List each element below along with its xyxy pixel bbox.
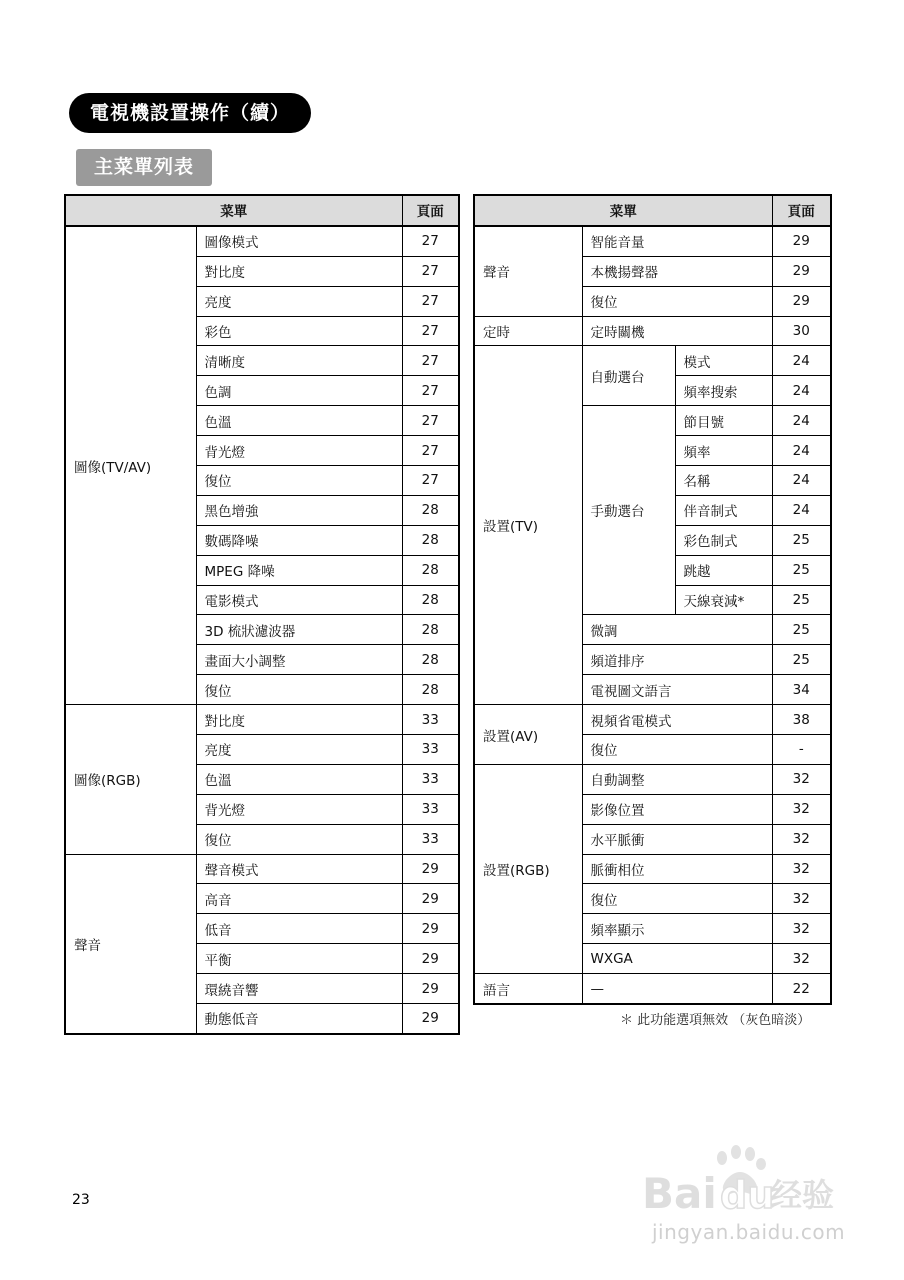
menu-item-label: 畫面大小調整 (196, 645, 402, 675)
menu-item-label: 模式 (675, 346, 772, 376)
menu-item-label: 本機揚聲器 (582, 256, 772, 286)
table-row (474, 346, 831, 376)
menu-item-label: 復位 (582, 735, 772, 765)
page-number-cell: 28 (402, 525, 459, 555)
page-number-cell: 22 (772, 974, 831, 1004)
menu-item-label: 色溫 (196, 406, 402, 436)
left-table-header (65, 195, 459, 226)
page-number-cell: 29 (402, 884, 459, 914)
menu-item-label: WXGA (582, 944, 772, 974)
menu-item-label: MPEG 降噪 (196, 555, 402, 585)
page-number-cell: 24 (772, 346, 831, 376)
menu-item-label: 亮度 (196, 735, 402, 765)
menu-item-label: 電影模式 (196, 585, 402, 615)
menu-item-label: 自動調整 (582, 764, 772, 794)
svg-text:经验: 经验 (770, 1176, 835, 1214)
right-menu-table (473, 194, 832, 1005)
menu-item-label: 復位 (196, 675, 402, 705)
menu-group-label: 聲音 (474, 226, 582, 316)
page-number-cell: 27 (402, 286, 459, 316)
menu-item-label: 跳越 (675, 555, 772, 585)
menu-item-label: 節目號 (675, 406, 772, 436)
menu-item-label: 名稱 (675, 466, 772, 496)
page-number-cell: 25 (772, 555, 831, 585)
page-number-cell: 29 (772, 256, 831, 286)
page-number-cell: 28 (402, 585, 459, 615)
page-number-cell: 32 (772, 824, 831, 854)
page-number-cell: 33 (402, 735, 459, 765)
menu-item-label: 低音 (196, 914, 402, 944)
page-number: 23 (72, 1192, 90, 1208)
page-number-cell: 27 (402, 436, 459, 466)
page-number-cell: 29 (402, 944, 459, 974)
menu-item-label: 復位 (196, 824, 402, 854)
menu-item-label: — (582, 974, 772, 1004)
menu-group-label: 設置(TV) (474, 346, 582, 705)
menu-item-label: 脈衝相位 (582, 854, 772, 884)
menu-group-label: 聲音 (65, 854, 196, 1034)
menu-item-label: 背光燈 (196, 794, 402, 824)
menu-item-label: 平衡 (196, 944, 402, 974)
section-title: 主菜單列表 (76, 149, 212, 186)
menu-item-label: 彩色 (196, 316, 402, 346)
page-number-cell: 32 (772, 854, 831, 884)
table-row (474, 705, 831, 735)
table-row (474, 316, 831, 346)
right-table-header (474, 195, 831, 226)
menu-item-label: 色溫 (196, 764, 402, 794)
menu-item-label: 對比度 (196, 256, 402, 286)
table-row (474, 764, 831, 794)
menu-item-label: 彩色制式 (675, 525, 772, 555)
page-number-cell: 32 (772, 914, 831, 944)
watermark-url: jingyan.baidu.com (652, 1220, 846, 1244)
page-column-header: 頁面 (772, 195, 831, 226)
page-column-header: 頁面 (402, 195, 459, 226)
table-row (65, 705, 459, 735)
page-number-cell: 27 (402, 346, 459, 376)
menu-column-header: 菜單 (474, 195, 772, 226)
menu-item-label: 圖像模式 (196, 226, 402, 256)
table-row (65, 226, 459, 256)
page-number-cell: 32 (772, 764, 831, 794)
menu-item-label: 頻率搜索 (675, 376, 772, 406)
menu-item-label: 復位 (196, 466, 402, 496)
menu-item-label: 天線衰減* (675, 585, 772, 615)
page-number-cell: 28 (402, 675, 459, 705)
menu-item-label: 對比度 (196, 705, 402, 735)
page-number-cell: 33 (402, 764, 459, 794)
menu-item-label: 水平脈衝 (582, 824, 772, 854)
page-number-cell: 38 (772, 705, 831, 735)
page-number-cell: 28 (402, 555, 459, 585)
page-number-cell: 29 (772, 226, 831, 256)
menu-item-label: 聲音模式 (196, 854, 402, 884)
page-number-cell: 33 (402, 794, 459, 824)
menu-item-label: 電視圖文語言 (582, 675, 772, 705)
page-number-cell: 24 (772, 466, 831, 496)
menu-item-label: 頻率顯示 (582, 914, 772, 944)
menu-item-label: 微調 (582, 615, 772, 645)
page-number-cell: 33 (402, 705, 459, 735)
menu-column-header: 菜單 (65, 195, 402, 226)
table-row (65, 854, 459, 884)
page-number-cell: - (772, 735, 831, 765)
menu-group-label: 設置(AV) (474, 705, 582, 765)
page-number-cell: 27 (402, 466, 459, 496)
page-number-cell: 29 (402, 914, 459, 944)
page-number-cell: 24 (772, 376, 831, 406)
submenu-group-label: 手動選台 (582, 406, 675, 615)
menu-item-label: 色調 (196, 376, 402, 406)
page-number-cell: 27 (402, 376, 459, 406)
page-number-cell: 27 (402, 406, 459, 436)
menu-item-label: 復位 (582, 286, 772, 316)
page-number-cell: 24 (772, 406, 831, 436)
page-number-cell: 24 (772, 495, 831, 525)
menu-item-label: 伴音制式 (675, 495, 772, 525)
page-number-cell: 25 (772, 585, 831, 615)
menu-group-label: 圖像(RGB) (65, 705, 196, 854)
page-number-cell: 25 (772, 615, 831, 645)
menu-item-label: 黑色增強 (196, 495, 402, 525)
page-number-cell: 32 (772, 884, 831, 914)
page-number-cell: 34 (772, 675, 831, 705)
menu-group-label: 語言 (474, 974, 582, 1004)
menu-item-label: 智能音量 (582, 226, 772, 256)
left-menu-table (64, 194, 460, 1035)
footnote: ＊ 此功能選項無效 （灰色暗淡） (620, 1013, 811, 1028)
menu-item-label: 視頻省電模式 (582, 705, 772, 735)
page-number-cell: 32 (772, 944, 831, 974)
page-number-cell: 24 (772, 436, 831, 466)
page-number-cell: 29 (402, 1004, 459, 1034)
page-number-cell: 33 (402, 824, 459, 854)
menu-item-label: 背光燈 (196, 436, 402, 466)
page-number-cell: 25 (772, 645, 831, 675)
menu-item-label: 數碼降噪 (196, 525, 402, 555)
menu-group-label: 定時 (474, 316, 582, 346)
page-title: 電視機設置操作（續） (69, 93, 311, 133)
menu-item-label: 亮度 (196, 286, 402, 316)
menu-item-label: 定時關機 (582, 316, 772, 346)
menu-item-label: 高音 (196, 884, 402, 914)
menu-item-label: 環繞音響 (196, 974, 402, 1004)
page-number-cell: 27 (402, 316, 459, 346)
menu-group-label: 圖像(TV/AV) (65, 226, 196, 705)
page-number-cell: 32 (772, 794, 831, 824)
menu-item-label: 頻道排序 (582, 645, 772, 675)
page-number-cell: 30 (772, 316, 831, 346)
svg-text:du: du (720, 1173, 775, 1217)
baidu-watermark-logo (640, 1140, 860, 1220)
watermark (640, 1140, 860, 1250)
page-number-cell: 27 (402, 226, 459, 256)
menu-group-label: 設置(RGB) (474, 764, 582, 973)
page-number-cell: 28 (402, 495, 459, 525)
page-number-cell: 27 (402, 256, 459, 286)
menu-item-label: 頻率 (675, 436, 772, 466)
svg-text:Bai: Bai (642, 1169, 717, 1218)
table-row (474, 974, 831, 1004)
page-number-cell: 29 (772, 286, 831, 316)
table-row (474, 226, 831, 256)
menu-item-label: 清晰度 (196, 346, 402, 376)
page-number-cell: 28 (402, 615, 459, 645)
page-number-cell: 29 (402, 974, 459, 1004)
menu-item-label: 復位 (582, 884, 772, 914)
page-number-cell: 29 (402, 854, 459, 884)
submenu-group-label: 自動選台 (582, 346, 675, 406)
page-number-cell: 25 (772, 525, 831, 555)
page-number-cell: 28 (402, 645, 459, 675)
menu-item-label: 動態低音 (196, 1004, 402, 1034)
menu-item-label: 3D 梳狀濾波器 (196, 615, 402, 645)
menu-item-label: 影像位置 (582, 794, 772, 824)
